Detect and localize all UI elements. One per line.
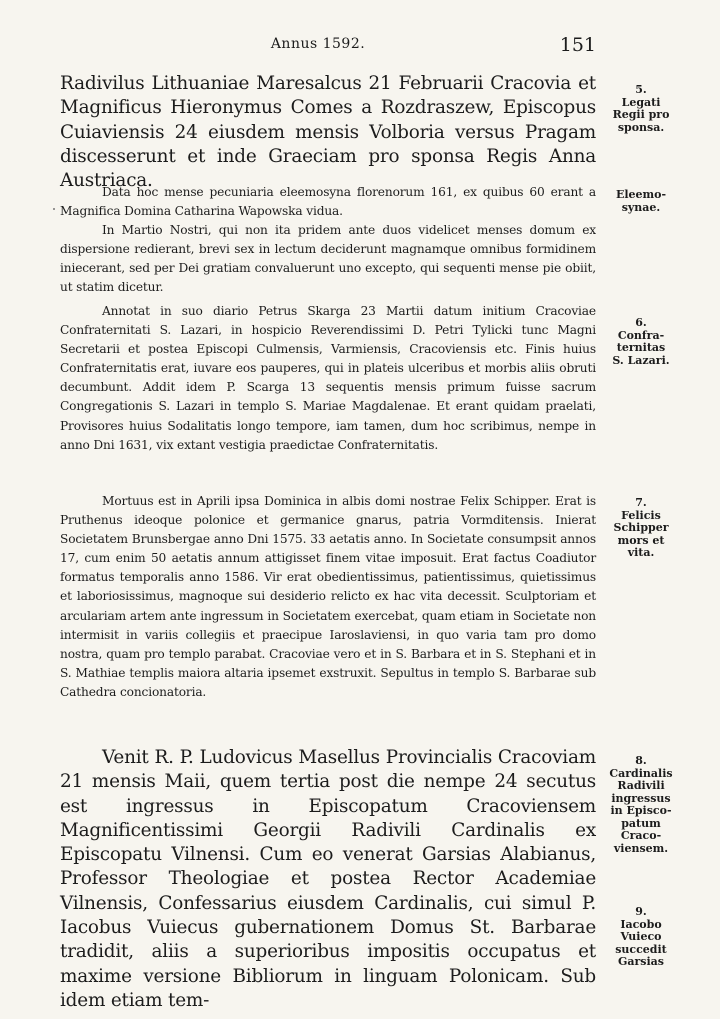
margin-note-line: 9. — [635, 905, 647, 918]
paragraph-eleemosynae: Data hoc mense pecuniaria eleemosyna florenorum 161, ex quibus 60 erant a Magnifica Domina Catharina Wapowska vidua. — [60, 185, 596, 219]
margin-note-line: 7. — [635, 496, 647, 509]
margin-note-line: Legati — [621, 95, 661, 109]
margin-note-7 — [601, 497, 681, 560]
margin-note-line: 8. — [635, 754, 647, 767]
print-speck — [53, 208, 55, 210]
paragraph-legati: Radivilus Lithuaniae Maresalcus 21 Februarii Cracovia et Magnificus Hieronymus Comes a Rozdraszew, Episcopus Cuiaviensis 24 eiusdem mensis Volboria versus Pragam discesserunt et inde Graeciam pro sponsa Regis Anna Austriaca. — [60, 73, 596, 192]
margin-note-line: synae. — [621, 200, 661, 214]
margin-note-8 — [601, 755, 681, 855]
margin-note-line: Radivili — [617, 779, 665, 792]
margin-note-line: Craco- — [620, 829, 662, 842]
margin-note-6 — [601, 317, 681, 367]
page-header — [0, 34, 720, 64]
margin-note-9 — [601, 906, 681, 969]
margin-note-line: ternitas — [616, 341, 666, 354]
margin-note-eleemosynae — [601, 189, 681, 214]
margin-note-line: S. Lazari. — [612, 353, 670, 367]
margin-note-line: Regii pro — [612, 108, 670, 121]
margin-note-line: succedit — [615, 942, 667, 956]
margin-note-line: sponsa. — [617, 120, 665, 134]
margin-note-line: patum — [621, 816, 661, 830]
paragraph-masellus: Venit R. P. Ludovicus Masellus Provincialis Cracoviam 21 mensis Maii, quem tertia post die nempe 24 secutus est ingressus in Episcopatum Cracoviensem Magnificentissimi Georgii Radivili Cardinalis ex Episcopatu Vilnensi. Cum eo venerat Garsias Alabianus, Professor Theologiae et postea Rector Academiae Vilnensis, Confessarius eiusdem Cardinalis, cui simul P. Iacobus Vuiecus gubernationem Domus St. Barbarae tradidit, aliis a superioribus impositis occupatus et maxime versione Bibliorum in linguam Polonicam. Sub idem etiam tem- — [60, 747, 596, 1011]
margin-note-5 — [601, 84, 681, 134]
margin-note-line: viensem. — [613, 841, 669, 855]
margin-note-line: Cardinalis — [609, 766, 673, 780]
margin-note-line: 6. — [635, 316, 647, 329]
margin-note-line: Confra- — [617, 328, 665, 342]
margin-note-line: Garsias — [617, 955, 664, 968]
margin-note-line: 5. — [635, 83, 647, 96]
margin-note-line: Schipper — [613, 521, 669, 534]
margin-note-line: in Episco- — [610, 804, 672, 817]
page-number: 151 — [559, 34, 596, 56]
margin-note-line: Felicis — [621, 508, 661, 522]
margin-note-line: Vuieco — [620, 930, 662, 943]
running-head: Annus 1592. — [270, 36, 366, 52]
margin-note-line: vita. — [627, 546, 655, 559]
paragraph-confraternitas: Annotat in suo diario Petrus Skarga 23 Martii datum initium Cracoviae Confraternitati S. Lazari, in hospicio Reverendissimi D. Petri Tylicki tunc Magni Secretarii et postea Episcopi Culmensis, Varmiensis, Cracoviensis etc. Finis huius Confraternitatis erat, iuvare eos pauperes, qui in plateis ulceribus et morbis aliis obruti decumbunt. Addit idem P. Scarga 13 sequentis mensis primum fuisse sacrum Congregationis S. Lazari in templo S. Mariae Magdalenae. Et erant quidam praelati, Provisores huius Sodalitatis longo tempore, iam tamen, dum hoc scribimus, nempe in anno Dni 1631, vix extant vestigia praedictae Confraternitatis. — [60, 304, 596, 452]
margin-note-line: Eleemo- — [615, 188, 667, 201]
margin-note-line: Iacobo — [620, 917, 662, 931]
paragraph-felix-schipper: Mortuus est in Aprili ipsa Dominica in albis domi nostrae Felix Schipper. Erat is Pruthenus ideoque polonice et germanice gnarus, patria Vormditensis. Inierat Societatem Brunsbergae anno Dni 1575. 33 aetatis anno. In Societate consumpsit annos 17, cum enim 50 aetatis annum attigisset finem vitae imposuit. Erat factus Coadiutor formatus temporalis anno 1586. Vir erat obedientissimus, patientissimus, quietissimus et laboriosissimus, magnoque sui desiderio relicto ex hac vita decessit. Sculptoriam et arculariam artem ante ingressum in Societatem exercebat, quam etiam in Societate non intermisit in variis collegiis et praecipue Iaroslaviensi, in quo varia tam pro domo nostra, quam pro templo parabat. Cracoviae vero et in S. Barbara et in S. Stephani et in S. Mathiae templis maiora altaria ipsemet exstruxit. Sepultus in templo S. Barbarae sub Cathedra concionatoria. — [60, 494, 596, 699]
margin-note-line: ingressus — [611, 791, 671, 805]
margin-note-line: mors et — [617, 533, 665, 547]
paragraph-martio: In Martio Nostri, qui non ita pridem ante duos videlicet menses domum ex dispersione redierant, brevi sex in lectum deciderunt magnamque omnibus formidinem iniecerant, sed per Dei gratiam convaluerunt uno excepto, qui sequenti mense pie obiit, ut statim dicetur. — [60, 223, 596, 295]
